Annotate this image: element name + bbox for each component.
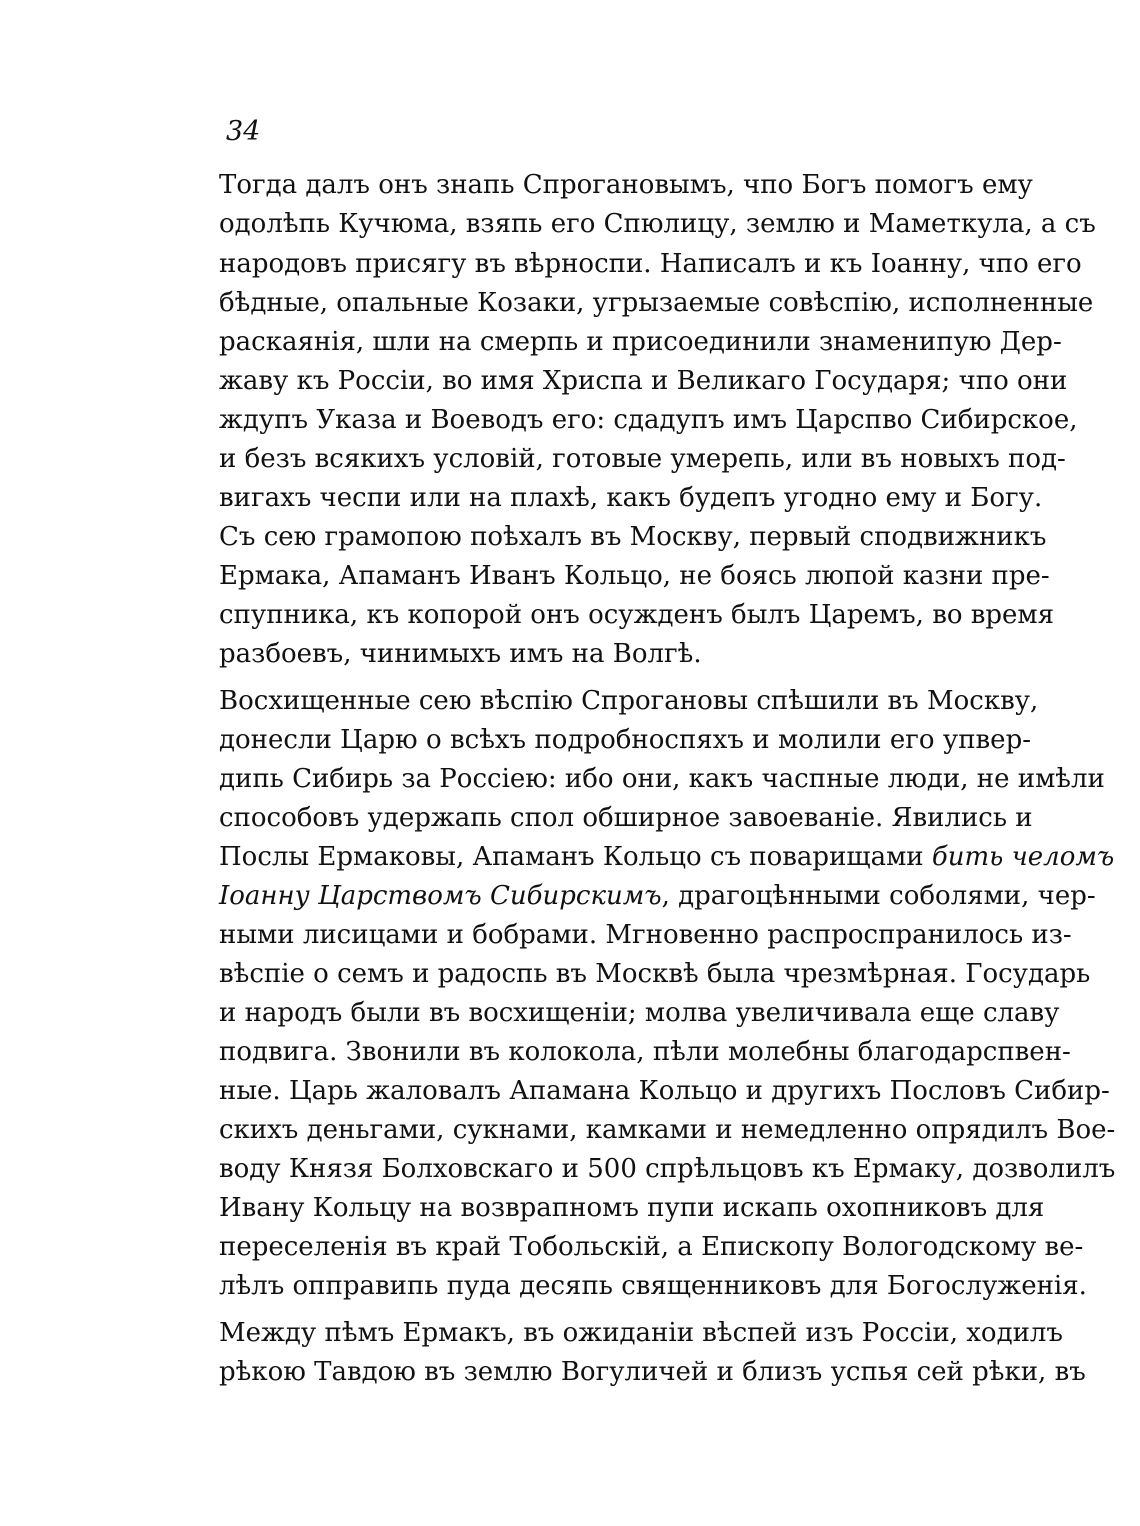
text-line: способовъ удержапь спол обширное завоеваніе. Явились и <box>219 803 1033 833</box>
text-line: ными лисицами и бобрами. Мгновенно распроспранилось из- <box>219 920 1072 950</box>
text-line-italic-run <box>219 879 1096 913</box>
text-line: Тогда далъ онъ знапь Спрогановымъ, чпо Богъ помогъ ему <box>219 170 1033 200</box>
text-line: спупника, къ копорой онъ осужденъ былъ Царемъ, во время <box>219 600 1055 630</box>
italic-run: бить челомъ <box>931 842 1115 872</box>
text-line: народовъ присягу въ вѣрноспи. Написалъ и къ Іоанну, чпо его <box>219 249 1082 279</box>
text-line: жаву къ Россіи, во имя Хриспа и Великаго Государя; чпо они <box>219 366 1068 396</box>
text-line: переселенія въ край Тобольскій, а Епископу Вологодскому ве- <box>219 1232 1084 1262</box>
text-line: разбоевъ, чинимыхъ имъ на Волгѣ. <box>219 639 702 669</box>
text-line: воду Князя Болховскаго и 500 спрѣльцовъ къ Ермаку, дозволилъ <box>219 1154 1116 1184</box>
text-line: одолѣпь Кучюма, взяпь его Спюлицу, землю и Маметкула, а съ <box>219 209 1096 239</box>
text-line: ждупъ Указа и Воеводъ его: сдадупъ имъ Царспво Сибирское, <box>219 405 1078 435</box>
text-line: донесли Царю о всѣхъ подробноспяхъ и молили его упвер- <box>219 725 1031 755</box>
text-line: скихъ деньгами, сукнами, камками и немедленно опрядилъ Вое- <box>219 1115 1116 1145</box>
text-run: , драгоцѣнными соболями, чер- <box>661 881 1096 911</box>
text-line: раскаянія, шли на смерпь и присоединили знаменипую Дер- <box>219 327 1062 357</box>
text-line: Съ сею грамопою поѣхалъ въ Москву, первый сподвижникъ <box>219 522 1047 552</box>
text-line: Между пѣмъ Ермакъ, въ ожиданіи вѣспей изъ Россіи, ходилъ <box>219 1318 1063 1348</box>
text-run: Послы Ермаковы, Апаманъ Кольцо съ поварищами <box>219 842 932 872</box>
italic-run: Іоанну Царствомъ Сибирскимъ <box>219 881 662 911</box>
text-line: лѣлъ опправипь пуда десяпь священниковъ для Богослуженія. <box>219 1271 1087 1301</box>
text-line: ные. Царь жаловалъ Апамана Кольцо и другихъ Пословъ Сибир- <box>219 1076 1110 1106</box>
text-line: рѣкою Тавдою въ землю Вогуличей и близъ успья сей рѣки, въ <box>219 1357 1086 1387</box>
text-line: и безъ всякихъ условій, готовые умерепь, или въ новыхъ под- <box>219 444 1066 474</box>
text-line: Восхищенные сею вѣспію Спрогановы спѣшили въ Москву, <box>219 686 1039 716</box>
page-number: 34 <box>226 116 261 147</box>
text-line: подвига. Звонили въ колокола, пѣли молебны благодарспвен- <box>219 1037 1071 1067</box>
text-line: вѣспіе о семъ и радоспь въ Москвѣ была чрезмѣрная. Государь <box>219 959 1091 989</box>
text-line-italic-run <box>219 840 1115 874</box>
text-line: Ивану Кольцу на возврапномъ пупи искапь охопниковъ для <box>219 1193 1045 1223</box>
text-line: Ермака, Апаманъ Иванъ Кольцо, не боясь люпой казни пре- <box>219 561 1050 591</box>
text-line: вигахъ чеспи или на плахѣ, какъ будепъ угодно ему и Богу. <box>219 483 1043 513</box>
text-line: бѣдные, опальные Козаки, угрызаемые совѣспію, исполненные <box>219 288 1094 318</box>
text-line: и народъ были въ восхищеніи; молва увеличивала еще славу <box>219 998 1060 1028</box>
text-line: дипь Сибирь за Россіею: ибо они, какъ часпные люди, не имѣли <box>219 764 1105 794</box>
